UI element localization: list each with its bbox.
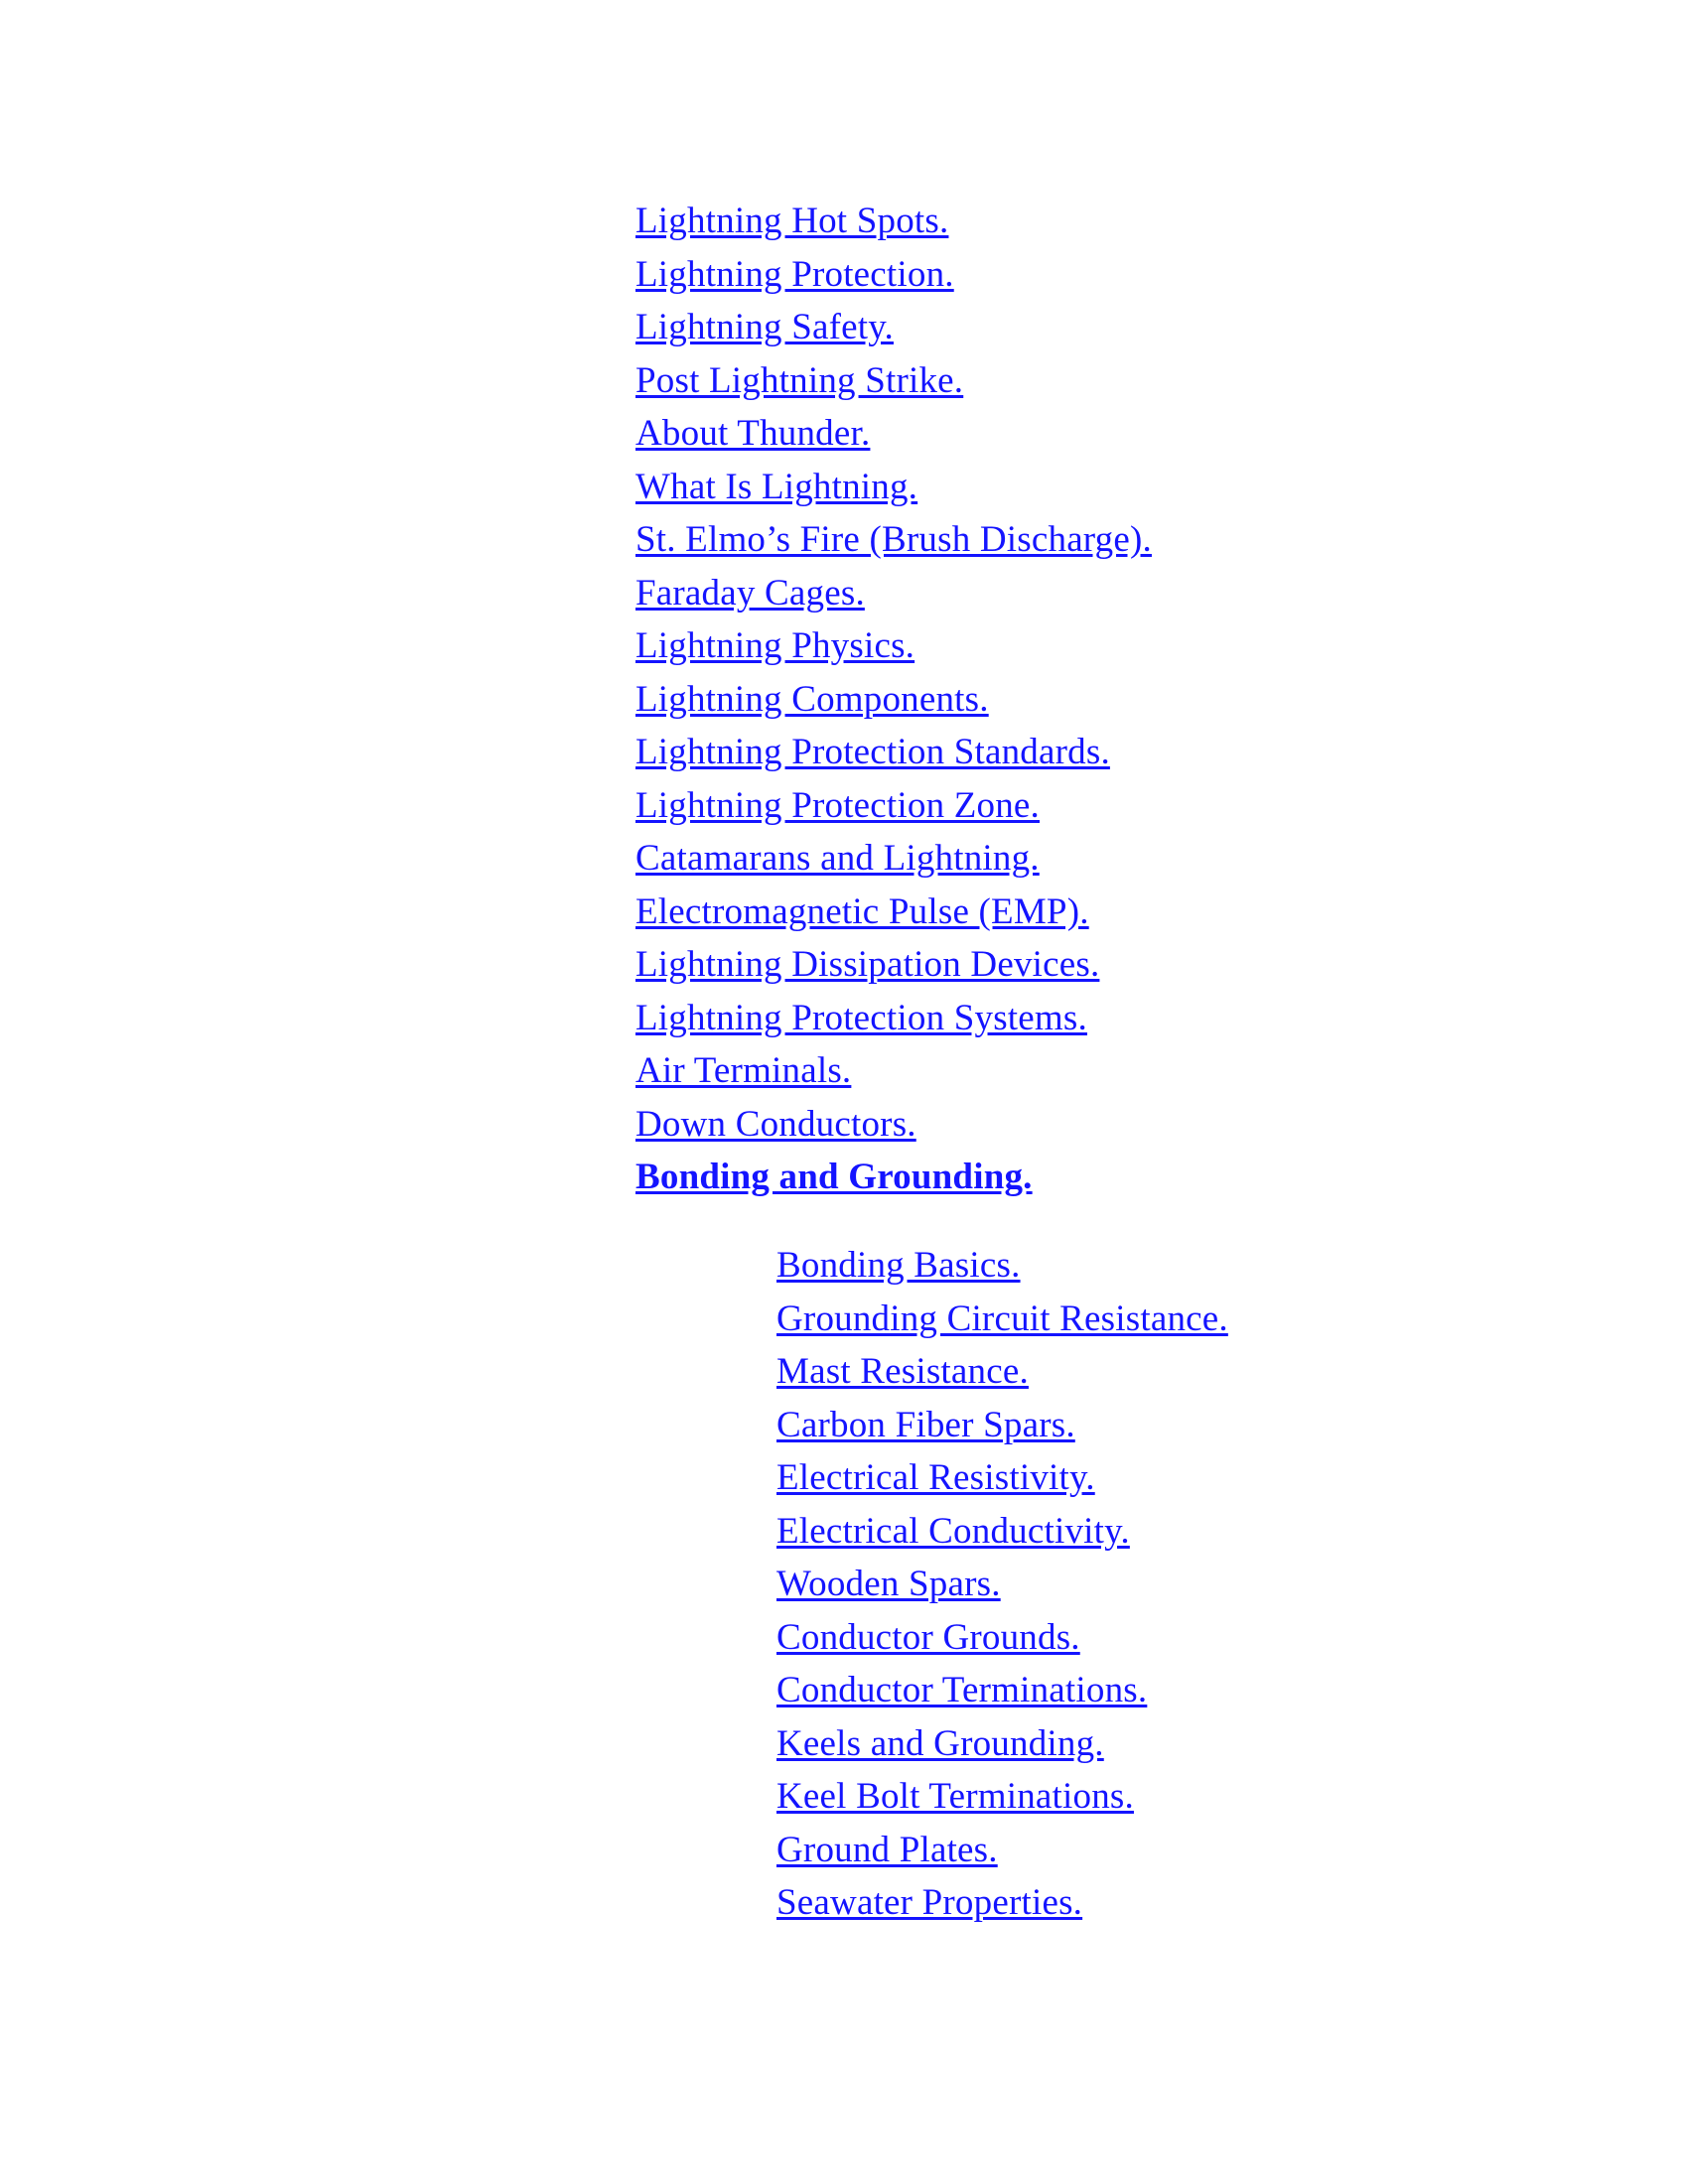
toc-link[interactable]: Lightning Safety.	[635, 307, 894, 347]
list-item	[635, 248, 1529, 302]
toc-link[interactable]: Air Terminals.	[635, 1050, 852, 1091]
toc-link[interactable]: What Is Lightning.	[635, 466, 918, 507]
list-item	[635, 832, 1529, 886]
toc-link[interactable]: Electromagnetic Pulse (EMP).	[635, 890, 1089, 932]
list-item	[635, 1098, 1529, 1152]
table-of-contents-sublist	[776, 1239, 1531, 1930]
toc-link[interactable]: Faraday Cages.	[635, 572, 865, 614]
toc-link[interactable]: Catamarans and Lightning.	[635, 838, 1040, 879]
toc-link[interactable]: Post Lightning Strike.	[635, 359, 964, 401]
list-item	[635, 886, 1529, 939]
list-item	[635, 619, 1529, 673]
toc-sublink[interactable]: Conductor Grounds.	[776, 1616, 1080, 1658]
toc-sublink[interactable]: Electrical Conductivity.	[776, 1510, 1130, 1552]
list-item	[635, 513, 1529, 567]
list-item	[776, 1770, 1531, 1824]
list-item	[776, 1505, 1531, 1559]
list-item	[776, 1399, 1531, 1452]
toc-sublink[interactable]: Mast Resistance.	[776, 1351, 1029, 1392]
list-item	[776, 1664, 1531, 1717]
list-item	[635, 673, 1529, 727]
toc-link[interactable]: Lightning Protection.	[635, 253, 954, 295]
toc-link[interactable]: Bonding and Grounding.	[635, 1157, 1033, 1197]
list-item	[635, 407, 1529, 461]
toc-sublink[interactable]: Wooden Spars.	[776, 1564, 1001, 1604]
toc-link[interactable]: Lightning Physics.	[635, 625, 915, 666]
list-item	[776, 1239, 1531, 1293]
toc-sublink[interactable]: Ground Plates.	[776, 1829, 998, 1870]
toc-link[interactable]: Lightning Protection Zone.	[635, 784, 1040, 826]
list-item	[776, 1876, 1531, 1930]
list-item	[635, 1044, 1529, 1098]
list-item	[776, 1293, 1531, 1346]
list-item	[776, 1345, 1531, 1399]
list-item	[635, 195, 1529, 248]
list-item-active	[635, 1151, 1529, 1204]
list-item	[635, 726, 1529, 779]
toc-sublink[interactable]: Carbon Fiber Spars.	[776, 1404, 1075, 1445]
list-item	[776, 1558, 1531, 1611]
list-item	[635, 992, 1529, 1045]
toc-link[interactable]: St. Elmo’s Fire (Brush Discharge).	[635, 519, 1152, 560]
toc-sublink[interactable]: Keel Bolt Terminations.	[776, 1776, 1134, 1817]
list-item	[635, 301, 1529, 354]
list-item	[635, 461, 1529, 514]
list-item	[776, 1611, 1531, 1665]
list-item	[635, 779, 1529, 833]
table-of-contents	[635, 195, 1529, 1204]
list-item	[776, 1451, 1531, 1505]
list-item	[776, 1824, 1531, 1877]
toc-link[interactable]: Down Conductors.	[635, 1103, 916, 1145]
toc-sublink[interactable]: Seawater Properties.	[776, 1882, 1083, 1923]
toc-sublink[interactable]: Grounding Circuit Resistance.	[776, 1297, 1228, 1339]
list-item	[635, 938, 1529, 992]
list-item	[635, 354, 1529, 408]
list-item	[635, 567, 1529, 620]
toc-sublink[interactable]: Bonding Basics.	[776, 1245, 1021, 1286]
toc-link[interactable]: Lightning Components.	[635, 678, 989, 720]
toc-sublink[interactable]: Keels and Grounding.	[776, 1722, 1104, 1764]
toc-link[interactable]: Lightning Protection Systems.	[635, 997, 1087, 1038]
toc-sublink[interactable]: Conductor Terminations.	[776, 1670, 1148, 1710]
toc-link[interactable]: Lightning Hot Spots.	[635, 201, 949, 241]
toc-link[interactable]: About Thunder.	[635, 413, 871, 454]
toc-sublink[interactable]: Electrical Resistivity.	[776, 1457, 1095, 1498]
toc-link[interactable]: Lightning Dissipation Devices.	[635, 944, 1100, 985]
list-item	[776, 1717, 1531, 1771]
toc-link[interactable]: Lightning Protection Standards.	[635, 732, 1110, 772]
